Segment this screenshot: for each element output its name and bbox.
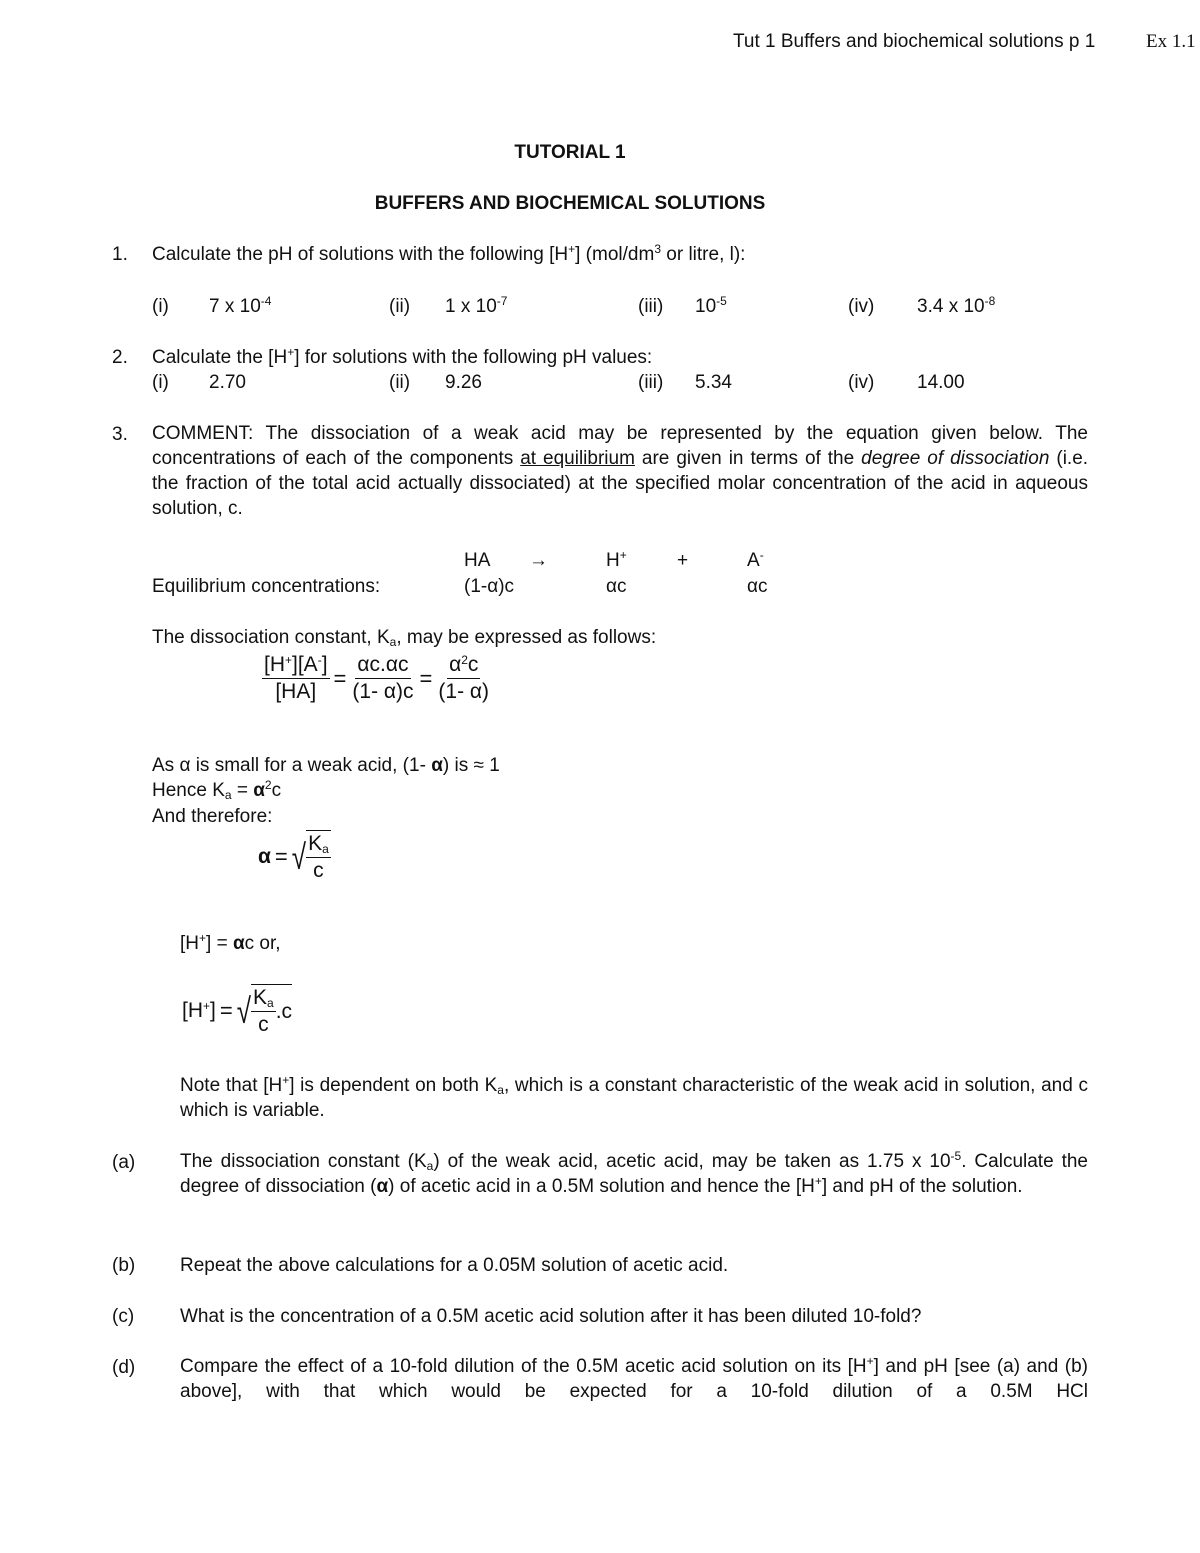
part-a-text: The dissociation constant $(K_a)$ of the weak acid, acetic acid, may be taken as 1.75 x $10^{-5}$. Calculate the degree of dissociation (α) of acetic acid in a 0.5M solution and hence the [H+] and pH of the solution.: [180, 1149, 1088, 1197]
part-b-label: (b): [112, 1255, 136, 1276]
eq-ha: HA: [464, 550, 491, 571]
q3-comment: COMMENT: The dissociation of a weak acid may be represented by the equation given below. The concentrations of each of the components at equilibrium are given in terms of the degree of dissociation (i.e. the fraction of the total acid actually dissociated) at the specified molar concentration of the acid in aqueous solution, c.: [152, 423, 1089, 519]
part-b-text: Repeat the above calculations for a 0.05M solution of acetic acid.: [180, 1255, 729, 1276]
part-a-label: (a): [112, 1152, 136, 1173]
conc-ha: (1-α)c: [464, 576, 515, 597]
therefore-line: And therefore:: [152, 806, 273, 827]
q3-number: 3.: [112, 424, 128, 445]
page-title: TUTORIAL 1: [514, 142, 626, 163]
q1-item-iv-value: 3.4 x $10^{-8}$: [917, 294, 996, 317]
part-c-text: What is the concentration of a 0.5M acetic acid solution after it has been diluted 10-fold?: [180, 1306, 922, 1327]
eq-plus: +: [677, 550, 689, 571]
q2-item-i-label: (i): [152, 372, 169, 393]
part-d-text: Compare the effect of a 10-fold dilution of the 0.5M acetic acid solution on its [H+] and pH [see (a) and (b) above], with that which would be expected for a 10-fold dilution of a 0.5M HCl: [180, 1354, 1088, 1402]
header-title: Tut 1 Buffers and biochemical solutions p 1: [733, 31, 1096, 52]
eq-h: H+: [606, 548, 627, 571]
part-c-label: (c): [112, 1306, 135, 1327]
header-ex-label: Ex 1.1: [1146, 31, 1196, 52]
q2-item-ii-value: 9.26: [445, 372, 482, 393]
eq-arrow: →: [529, 550, 548, 571]
q1-item-i-value: 7 x $10^{-4}$: [209, 294, 272, 317]
q1-item-ii-value: 1 x $10^{-7}$: [445, 294, 508, 317]
q1-item-iv-label: (iv): [848, 296, 875, 317]
q2-item-iv-value: 14.00: [917, 372, 965, 393]
alpha-small-note: As α is small for a weak acid, (1- α) is ≈ 1: [152, 755, 500, 776]
eq-a: A-: [747, 548, 764, 571]
q2-number: 2.: [112, 347, 128, 368]
q1-number: 1.: [112, 244, 128, 265]
ka-formula: $\frac{[H^+][A^-]}{[HA]}$ = $\frac{\alpha c.\alpha c}{(1- \alpha)c}$ = $\frac{\alpha^2c}{(1- \alpha)}$: [264, 653, 490, 703]
q1-text: Calculate the pH of solutions with the following [H+] ($mol/dm^3$ or litre, l):: [152, 242, 746, 265]
eq-label: Equilibrium concentrations:: [152, 576, 381, 597]
ka-fraction-1: $\frac{[H^+][A^-]}{[HA]}$: [264, 653, 328, 703]
q2-item-iii-value: 5.34: [695, 372, 732, 393]
h-alpha-line: [H+] = αc or,: [180, 931, 281, 954]
ka-fraction-2: $\frac{\alpha c.\alpha c}{(1- \alpha)c}$: [352, 653, 414, 703]
q2-item-i-value: 2.70: [209, 372, 246, 393]
alpha-root-formula: α = √ $K_a$ c: [258, 832, 329, 882]
q1-item-i-label: (i): [152, 296, 169, 317]
running-header: [733, 31, 1095, 53]
conc-a: αc: [747, 576, 768, 597]
q2-item-iv-label: (iv): [848, 372, 875, 393]
ka-fraction-3: $\frac{\alpha^2c}{(1- \alpha)}$: [438, 653, 490, 703]
q1-item-ii-label: (ii): [389, 296, 411, 317]
header-ex: [1146, 31, 1196, 53]
q2-item-ii-label: (ii): [389, 372, 411, 393]
hence-line: Hence $K_a = \alpha^2c$: [152, 778, 282, 802]
note-paragraph: Note that [H+] is dependent on both $K_a$, which is a constant characteristic of the weak acid in solution, and c which is variable.: [180, 1073, 1088, 1121]
part-d-label: (d): [112, 1357, 136, 1378]
page-subtitle: BUFFERS AND BIOCHEMICAL SOLUTIONS: [374, 193, 766, 214]
q1-item-iii-value: $10^{-5}$: [695, 294, 727, 317]
q2-item-iii-label: (iii): [638, 372, 664, 393]
ka-intro: The dissociation constant, $K_a$, may be expressed as follows:: [152, 627, 657, 649]
conc-h: αc: [606, 576, 627, 597]
q2-text: Calculate the [H+] for solutions with the following pH values:: [152, 345, 653, 368]
q1-item-iii-label: (iii): [638, 296, 664, 317]
h-root-formula: [H+] = √ $K_a$ c .c: [182, 986, 293, 1036]
